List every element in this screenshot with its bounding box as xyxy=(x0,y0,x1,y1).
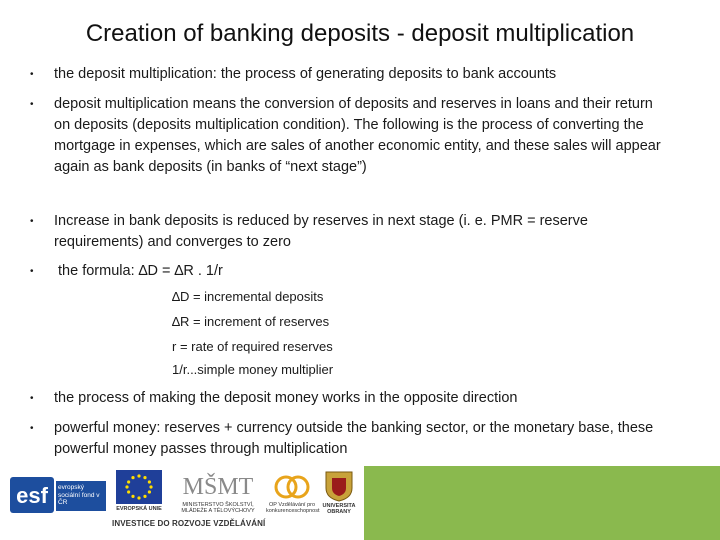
bullet-item xyxy=(30,261,670,282)
esf-logo xyxy=(10,475,106,515)
bullet-text: the process of making the deposit money works in the opposite direction xyxy=(54,390,518,406)
footer-caption: INVESTICE DO ROZVOJE VZDĚLÁVÁNÍ xyxy=(112,519,266,528)
bullet-text: powerful money: reserves + currency outside the banking sector, or the monetary base, these powerful money passes through multiplication xyxy=(54,420,654,457)
bullet-item xyxy=(30,388,670,409)
bullet-marker: • xyxy=(30,423,34,434)
eu-flag-logo xyxy=(116,470,162,516)
footer-green-band xyxy=(364,466,720,540)
bullet-text: the deposit multiplication: the process of generating deposits to bank accounts xyxy=(54,66,557,82)
bullet-marker: • xyxy=(30,216,34,227)
bullet-text: deposit multiplication means the conversion of deposits and reserves in loans and their return on deposits (deposits multiplication condition). The following is the process of converting the mortgage in expenses, which are sales of another economic entity, and these sales will appear again as bank deposits (in banks of “next stage”) xyxy=(54,96,661,175)
bullet-item xyxy=(30,211,670,253)
bullet-item xyxy=(30,418,670,460)
bullet-text: Increase in bank deposits is reduced by reserves in next stage (i. e. PMR = reserve requirements) and converges to zero xyxy=(54,213,588,250)
eu-flag-icon xyxy=(116,470,162,504)
bullet-marker: • xyxy=(30,69,34,80)
bullet-marker: • xyxy=(30,393,34,404)
definition-line: ∆R = increment of reserves xyxy=(172,314,330,329)
definition-line: 1/r...simple money multiplier xyxy=(172,362,334,377)
definition-line: r = rate of required reserves xyxy=(172,339,333,354)
university-crest-icon xyxy=(322,470,356,502)
bullet-marker: • xyxy=(30,266,34,277)
definition-line: ∆D = incremental deposits xyxy=(172,289,324,304)
bullet-item xyxy=(30,94,670,178)
op-text: OP Vzdělávání pro konkurenceschopnost xyxy=(266,502,320,514)
university-text: UNIVERSITA OBRANY xyxy=(322,503,356,515)
eu-text: EVROPSKÁ UNIE xyxy=(116,506,162,512)
bullet-item xyxy=(30,64,670,85)
university-logo xyxy=(322,470,356,516)
esf-text: evropský sociální fond v ČR xyxy=(58,484,100,506)
msmt-logo xyxy=(176,468,260,514)
bullet-text: the formula: ∆D = ∆R . 1/r xyxy=(54,263,223,279)
msmt-text: MINISTERSTVO ŠKOLSTVÍ, MLÁDEŽE A TĚLOVÝCHOVY xyxy=(181,502,255,514)
svg-text:esf: esf xyxy=(16,483,48,508)
op-logo xyxy=(266,474,318,518)
op-logo-graphic xyxy=(266,474,318,500)
msmt-letters: MŠMT xyxy=(182,474,254,500)
slide-title: Creation of banking deposits - deposit multiplication xyxy=(85,20,635,47)
msmt-logo-graphic xyxy=(176,468,260,502)
bullet-marker: • xyxy=(30,99,34,110)
